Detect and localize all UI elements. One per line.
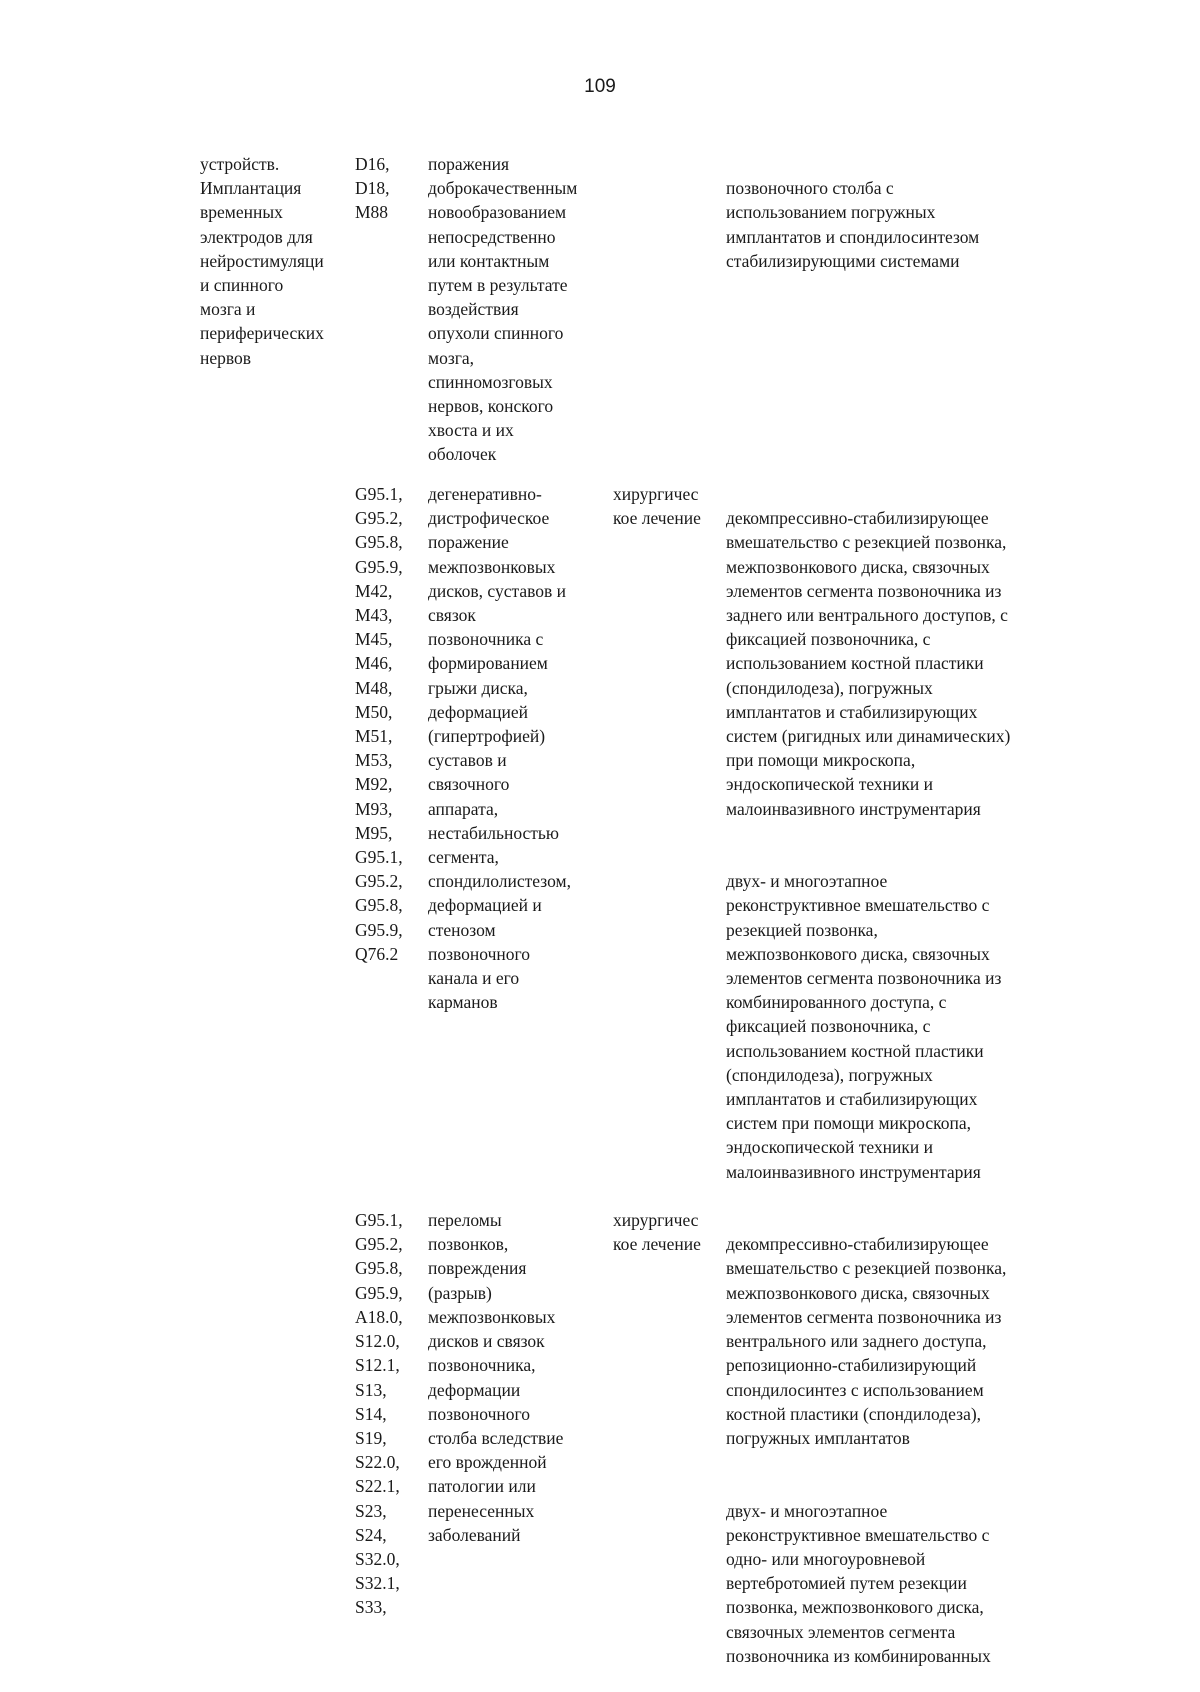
icd-codes-cell: G95.1, G95.2, G95.8, G95.9, A18.0, S12.0, S12.1, S13, S14, S19, S22.0, S22.1, S23, S24, S32.0, S32.1, S33, bbox=[355, 1210, 403, 1618]
icd-codes-cell: G95.1, G95.2, G95.8, G95.9, M42, M43, M45, M46, M48, M50, M51, M53, M92, M93, M95, G95.1, G95.2, G95.8, G95.9, Q76.2 bbox=[355, 484, 403, 964]
procedure-table bbox=[200, 152, 1080, 1692]
method-item: двух- и многоэтапное реконструктивное вмешательство с одно- или многоуровневой вертебротомией путем резекции позвонка, межпозвонкового диска, связочных элементов сегмента позвоночника из комбинированных bbox=[726, 1500, 991, 1666]
methods-cell bbox=[726, 1208, 1080, 1692]
treatment-type-cell: хирургичес кое лечение bbox=[613, 484, 701, 529]
description-cell: устройств. Имплантация временных электродов для нейростимуляци и спинного мозга и периферических нервов bbox=[200, 154, 324, 368]
method-item: декомпрессивно-стабилизирующее вмешательство с резекцией позвонка, межпозвонкового диска, связочных элементов сегмента позвоночника из заднего или вентрального доступов, с фиксацией позвоночника, с использованием костной пластики (спондилодеза), погружных имплантатов и стабилизирующих систем (ригидных или динамических) при помощи микроскопа, эндоскопической техники и малоинвазивного инструментария bbox=[726, 508, 1011, 819]
icd-codes-cell: D16, D18, M88 bbox=[355, 154, 390, 223]
method-item: позвоночного столба с использованием погружных имплантатов и спондилосинтезом стабилизирующими системами bbox=[726, 178, 980, 271]
method-item: двух- и многоэтапное реконструктивное вмешательство с резекцией позвонка, межпозвонкового диска, связочных элементов сегмента позвоночника из комбинированного доступа, с фиксацией позвоночника, с использованием костной пластики (спондилодеза), погружных имплантатов и стабилизирующих систем при помощи микроскопа, эндоскопической техники и малоинвазивного инструментария bbox=[726, 871, 1002, 1182]
page-number: 109 bbox=[584, 76, 616, 97]
methods-cell bbox=[726, 482, 1080, 1208]
table-row bbox=[200, 1208, 1080, 1692]
table-row bbox=[200, 152, 1080, 482]
condition-cell: переломы позвонков, повреждения (разрыв) межпозвонковых дисков и связок позвоночника, деформации позвоночного столба вследствие его врожденной патологии или перенесенных заболеваний bbox=[428, 1210, 564, 1545]
condition-cell: поражения доброкачественным новообразованием непосредственно или контактным путем в результате воздействия опухоли спинного мозга, спинномозговых нервов, конского хвоста и их оболочек bbox=[428, 154, 578, 465]
methods-cell bbox=[726, 152, 1080, 297]
table-row bbox=[200, 482, 1080, 1208]
condition-cell: дегенеративно- дистрофическое поражение межпозвонковых дисков, суставов и связок позвоночника с формированием грыжи диска, деформацией (гипертрофией) суставов и связочного аппарата, нестабильностью сегмента, спондилолистезом, деформацией и стенозом позвоночного канала и его карманов bbox=[428, 484, 571, 1013]
treatment-type-cell: хирургичес кое лечение bbox=[613, 1210, 701, 1255]
method-item: декомпрессивно-стабилизирующее вмешательство с резекцией позвонка, межпозвонкового диска, связочных элементов сегмента позвоночника из вентрального или заднего доступа, репозиционно-стабилизирующий спондилосинтез с использованием костной пластики (спондилодеза), погружных имплантатов bbox=[726, 1234, 1007, 1448]
